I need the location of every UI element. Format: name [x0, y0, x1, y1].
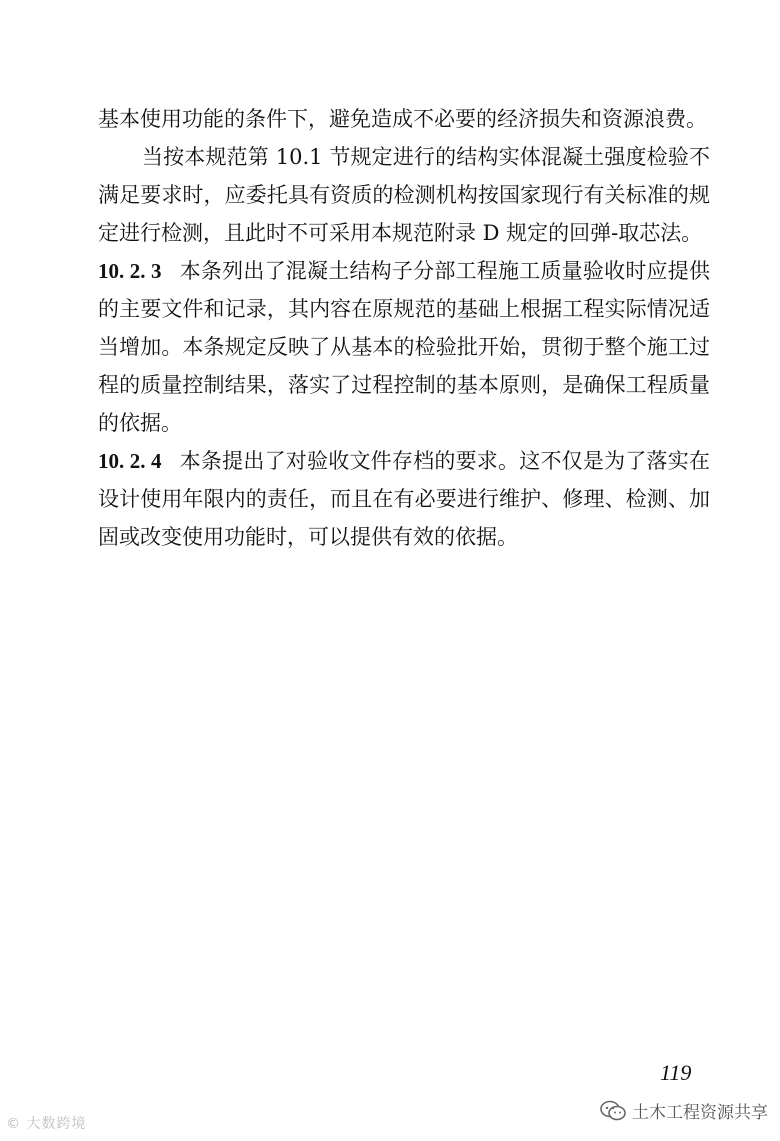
clause-number: 10. 2. 3	[98, 259, 162, 283]
paragraph-strength-test: 当按本规范第 10.1 节规定进行的结构实体混凝土强度检验不满足要求时，应委托具有资质的检测机构按国家现行有关标准的规定进行检测，且此时不可采用本规范附录 D 规定的回弹-取芯法。	[98, 145, 710, 245]
watermark-left-text: 大数跨境	[26, 1116, 87, 1132]
document-body	[98, 100, 710, 556]
watermark-left	[6, 1113, 86, 1133]
clause-text: 本条列出了混凝土结构子分部工程施工质量验收时应提供的主要文件和记录，其内容在原规范的基础上根据工程实际情况适当增加。本条规定反映了从基本的检验批开始，贯彻于整个施工过程的质量控制结果，落实了过程控制的基本原则，是确保工程质量的依据。	[98, 259, 711, 435]
clause-10-2-3	[98, 252, 710, 442]
watermark-right-text: 土木工程资源共享	[632, 1103, 768, 1123]
clause-text: 本条提出了对验收文件存档的要求。这不仅是为了落实在设计使用年限内的责任，而且在有必要进行维护、修理、检测、加固或改变使用功能时，可以提供有效的依据。	[98, 449, 711, 549]
watermark-right	[600, 1098, 768, 1123]
clause-10-2-4	[98, 442, 710, 556]
brand-logo-icon: ©	[6, 1116, 21, 1132]
clause-number: 10. 2. 4	[98, 449, 162, 473]
wechat-icon	[600, 1100, 626, 1122]
page-number: 119	[660, 1060, 692, 1085]
paragraph-continuation: 基本使用功能的条件下，避免造成不必要的经济损失和资源浪费。	[98, 107, 707, 131]
